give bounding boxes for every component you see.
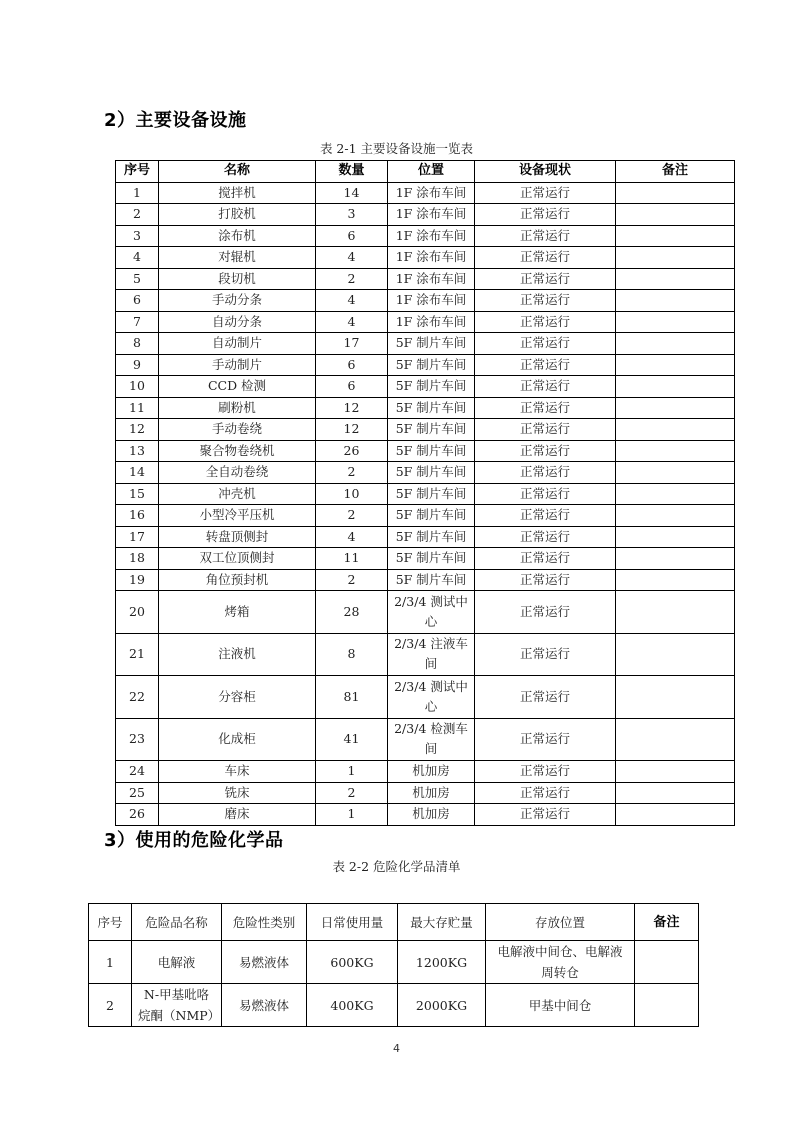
cell-no: 5 <box>116 268 159 290</box>
table-row <box>116 526 735 548</box>
cell-note <box>616 462 735 484</box>
column-header: 序号 <box>89 904 132 941</box>
cell-qty: 4 <box>316 311 388 333</box>
cell-note <box>616 483 735 505</box>
cell-name: 角位预封机 <box>159 569 316 591</box>
table-row <box>116 804 735 826</box>
cell-note <box>616 569 735 591</box>
cell-qty: 1 <box>316 761 388 783</box>
cell-status: 正常运行 <box>475 247 616 269</box>
cell-qty: 12 <box>316 397 388 419</box>
cell-loc: 2/3/4 检测车间 <box>388 718 475 761</box>
cell-status: 正常运行 <box>475 526 616 548</box>
cell-loc: 2/3/4 测试中心 <box>388 591 475 634</box>
cell-no: 19 <box>116 569 159 591</box>
cell-qty: 14 <box>316 182 388 204</box>
cell-no: 2 <box>89 984 132 1027</box>
cell-daily: 600KG <box>307 941 398 984</box>
cell-loc: 5F 制片车间 <box>388 354 475 376</box>
table-caption-equipment: 表 2-1 主要设备设施一览表 <box>319 141 474 156</box>
cell-location: 甲基中间仓 <box>486 984 635 1027</box>
cell-loc: 1F 涂布车间 <box>388 247 475 269</box>
cell-name: 打胶机 <box>159 204 316 226</box>
cell-status: 正常运行 <box>475 268 616 290</box>
cell-no: 24 <box>116 761 159 783</box>
cell-note <box>616 804 735 826</box>
cell-no: 7 <box>116 311 159 333</box>
cell-name: 自动分条 <box>159 311 316 333</box>
cell-name: 搅拌机 <box>159 182 316 204</box>
cell-no: 25 <box>116 782 159 804</box>
table-caption-chemicals: 表 2-2 危险化学品清单 <box>332 859 461 874</box>
cell-qty: 2 <box>316 268 388 290</box>
cell-loc: 1F 涂布车间 <box>388 290 475 312</box>
cell-status: 正常运行 <box>475 633 616 676</box>
cell-status: 正常运行 <box>475 290 616 312</box>
cell-max: 1200KG <box>398 941 486 984</box>
section-heading-equipment: 2）主要设备设施 <box>104 110 247 131</box>
cell-loc: 2/3/4 测试中心 <box>388 676 475 719</box>
cell-loc: 5F 制片车间 <box>388 397 475 419</box>
cell-name: N-甲基吡咯烷酮（NMP） <box>132 984 222 1027</box>
cell-qty: 12 <box>316 419 388 441</box>
cell-qty: 10 <box>316 483 388 505</box>
cell-name: 手动分条 <box>159 290 316 312</box>
column-header: 危险性类别 <box>222 904 307 941</box>
column-header: 存放位置 <box>486 904 635 941</box>
column-header: 备注 <box>635 904 699 941</box>
cell-loc: 1F 涂布车间 <box>388 225 475 247</box>
cell-no: 16 <box>116 505 159 527</box>
section-heading-hazardous-chemicals: 3）使用的危险化学品 <box>104 830 284 851</box>
column-header: 序号 <box>116 161 159 183</box>
cell-no: 15 <box>116 483 159 505</box>
table-row <box>116 591 735 634</box>
cell-max: 2000KG <box>398 984 486 1027</box>
cell-loc: 机加房 <box>388 804 475 826</box>
table-row <box>116 182 735 204</box>
cell-name: 手动卷绕 <box>159 419 316 441</box>
cell-category: 易燃液体 <box>222 941 307 984</box>
column-header: 日常使用量 <box>307 904 398 941</box>
cell-qty: 28 <box>316 591 388 634</box>
cell-name: 手动制片 <box>159 354 316 376</box>
cell-qty: 8 <box>316 633 388 676</box>
cell-note <box>616 204 735 226</box>
cell-qty: 41 <box>316 718 388 761</box>
column-header: 备注 <box>616 161 735 183</box>
cell-no: 22 <box>116 676 159 719</box>
cell-status: 正常运行 <box>475 182 616 204</box>
cell-status: 正常运行 <box>475 397 616 419</box>
cell-note <box>616 354 735 376</box>
cell-status: 正常运行 <box>475 204 616 226</box>
cell-loc: 1F 涂布车间 <box>388 182 475 204</box>
cell-loc: 5F 制片车间 <box>388 419 475 441</box>
cell-loc: 5F 制片车间 <box>388 483 475 505</box>
cell-no: 6 <box>116 290 159 312</box>
cell-qty: 26 <box>316 440 388 462</box>
cell-qty: 2 <box>316 505 388 527</box>
cell-status: 正常运行 <box>475 483 616 505</box>
page-number: 4 <box>393 1042 400 1055</box>
cell-status: 正常运行 <box>475 505 616 527</box>
cell-status: 正常运行 <box>475 718 616 761</box>
cell-category: 易燃液体 <box>222 984 307 1027</box>
cell-no: 1 <box>116 182 159 204</box>
cell-qty: 11 <box>316 548 388 570</box>
cell-no: 8 <box>116 333 159 355</box>
cell-note <box>616 782 735 804</box>
cell-no: 10 <box>116 376 159 398</box>
cell-note <box>616 182 735 204</box>
table-row <box>116 462 735 484</box>
column-header: 数量 <box>316 161 388 183</box>
cell-name: 铣床 <box>159 782 316 804</box>
cell-note <box>616 548 735 570</box>
table-row <box>116 419 735 441</box>
cell-status: 正常运行 <box>475 569 616 591</box>
cell-name: 聚合物卷绕机 <box>159 440 316 462</box>
column-header: 位置 <box>388 161 475 183</box>
cell-no: 26 <box>116 804 159 826</box>
cell-no: 14 <box>116 462 159 484</box>
cell-note <box>616 376 735 398</box>
cell-loc: 1F 涂布车间 <box>388 204 475 226</box>
cell-status: 正常运行 <box>475 591 616 634</box>
cell-status: 正常运行 <box>475 354 616 376</box>
cell-loc: 1F 涂布车间 <box>388 268 475 290</box>
cell-name: 段切机 <box>159 268 316 290</box>
cell-qty: 6 <box>316 225 388 247</box>
table-row <box>116 718 735 761</box>
cell-name: 自动制片 <box>159 333 316 355</box>
cell-loc: 5F 制片车间 <box>388 462 475 484</box>
table-row <box>116 397 735 419</box>
table-row <box>116 569 735 591</box>
table-row <box>116 376 735 398</box>
cell-loc: 5F 制片车间 <box>388 505 475 527</box>
hazardous-chemicals-table <box>88 903 699 1027</box>
cell-no: 3 <box>116 225 159 247</box>
cell-no: 2 <box>116 204 159 226</box>
table-row <box>116 761 735 783</box>
table-row <box>116 311 735 333</box>
cell-name: 涂布机 <box>159 225 316 247</box>
table-row <box>116 225 735 247</box>
cell-qty: 6 <box>316 376 388 398</box>
cell-note <box>616 505 735 527</box>
table-row <box>116 633 735 676</box>
cell-note <box>616 676 735 719</box>
column-header: 危险品名称 <box>132 904 222 941</box>
cell-no: 9 <box>116 354 159 376</box>
cell-qty: 2 <box>316 782 388 804</box>
cell-note <box>616 397 735 419</box>
cell-no: 4 <box>116 247 159 269</box>
cell-loc: 2/3/4 注液车间 <box>388 633 475 676</box>
cell-name: 对辊机 <box>159 247 316 269</box>
cell-note <box>616 591 735 634</box>
cell-name: CCD 检测 <box>159 376 316 398</box>
cell-loc: 5F 制片车间 <box>388 548 475 570</box>
cell-name: 车床 <box>159 761 316 783</box>
cell-name: 冲壳机 <box>159 483 316 505</box>
table-row <box>116 268 735 290</box>
cell-status: 正常运行 <box>475 419 616 441</box>
cell-name: 全自动卷绕 <box>159 462 316 484</box>
cell-loc: 5F 制片车间 <box>388 376 475 398</box>
cell-status: 正常运行 <box>475 462 616 484</box>
cell-name: 注液机 <box>159 633 316 676</box>
cell-status: 正常运行 <box>475 761 616 783</box>
cell-qty: 2 <box>316 569 388 591</box>
cell-note <box>616 718 735 761</box>
cell-name: 双工位顶侧封 <box>159 548 316 570</box>
cell-qty: 3 <box>316 204 388 226</box>
table-row <box>116 290 735 312</box>
cell-status: 正常运行 <box>475 782 616 804</box>
table-row <box>116 204 735 226</box>
cell-loc: 5F 制片车间 <box>388 333 475 355</box>
cell-status: 正常运行 <box>475 676 616 719</box>
column-header: 名称 <box>159 161 316 183</box>
cell-name: 小型冷平压机 <box>159 505 316 527</box>
cell-daily: 400KG <box>307 984 398 1027</box>
table-row <box>89 941 699 984</box>
cell-loc: 1F 涂布车间 <box>388 311 475 333</box>
cell-note <box>635 984 699 1027</box>
cell-qty: 81 <box>316 676 388 719</box>
column-header: 设备现状 <box>475 161 616 183</box>
table-row <box>116 676 735 719</box>
cell-note <box>616 761 735 783</box>
cell-note <box>616 633 735 676</box>
cell-name: 分容柜 <box>159 676 316 719</box>
table-row <box>116 247 735 269</box>
cell-location: 电解液中间仓、电解液周转仓 <box>486 941 635 984</box>
cell-note <box>616 268 735 290</box>
cell-no: 12 <box>116 419 159 441</box>
cell-qty: 1 <box>316 804 388 826</box>
cell-status: 正常运行 <box>475 311 616 333</box>
cell-status: 正常运行 <box>475 804 616 826</box>
cell-loc: 机加房 <box>388 761 475 783</box>
equipment-table <box>115 160 735 826</box>
table-row <box>116 483 735 505</box>
cell-status: 正常运行 <box>475 225 616 247</box>
cell-no: 21 <box>116 633 159 676</box>
table-row <box>116 354 735 376</box>
table-header-row <box>116 161 735 183</box>
cell-no: 17 <box>116 526 159 548</box>
column-header: 最大存贮量 <box>398 904 486 941</box>
cell-name: 电解液 <box>132 941 222 984</box>
table-header-row <box>89 904 699 941</box>
cell-note <box>616 526 735 548</box>
cell-note <box>616 333 735 355</box>
cell-note <box>616 290 735 312</box>
table-row <box>116 548 735 570</box>
cell-qty: 4 <box>316 290 388 312</box>
cell-name: 转盘顶侧封 <box>159 526 316 548</box>
cell-loc: 5F 制片车间 <box>388 440 475 462</box>
cell-no: 11 <box>116 397 159 419</box>
cell-name: 烤箱 <box>159 591 316 634</box>
cell-no: 13 <box>116 440 159 462</box>
cell-note <box>616 247 735 269</box>
cell-note <box>616 440 735 462</box>
cell-status: 正常运行 <box>475 548 616 570</box>
cell-status: 正常运行 <box>475 440 616 462</box>
cell-note <box>635 941 699 984</box>
cell-qty: 4 <box>316 247 388 269</box>
table-row <box>116 440 735 462</box>
cell-name: 刷粉机 <box>159 397 316 419</box>
cell-no: 23 <box>116 718 159 761</box>
cell-loc: 机加房 <box>388 782 475 804</box>
cell-no: 20 <box>116 591 159 634</box>
cell-qty: 17 <box>316 333 388 355</box>
cell-loc: 5F 制片车间 <box>388 569 475 591</box>
table-row <box>116 505 735 527</box>
cell-qty: 6 <box>316 354 388 376</box>
cell-no: 18 <box>116 548 159 570</box>
cell-qty: 2 <box>316 462 388 484</box>
cell-no: 1 <box>89 941 132 984</box>
cell-status: 正常运行 <box>475 376 616 398</box>
cell-loc: 5F 制片车间 <box>388 526 475 548</box>
cell-note <box>616 225 735 247</box>
table-row <box>116 333 735 355</box>
cell-note <box>616 419 735 441</box>
table-row <box>116 782 735 804</box>
table-row <box>89 984 699 1027</box>
cell-note <box>616 311 735 333</box>
cell-status: 正常运行 <box>475 333 616 355</box>
cell-name: 化成柜 <box>159 718 316 761</box>
cell-qty: 4 <box>316 526 388 548</box>
cell-name: 磨床 <box>159 804 316 826</box>
